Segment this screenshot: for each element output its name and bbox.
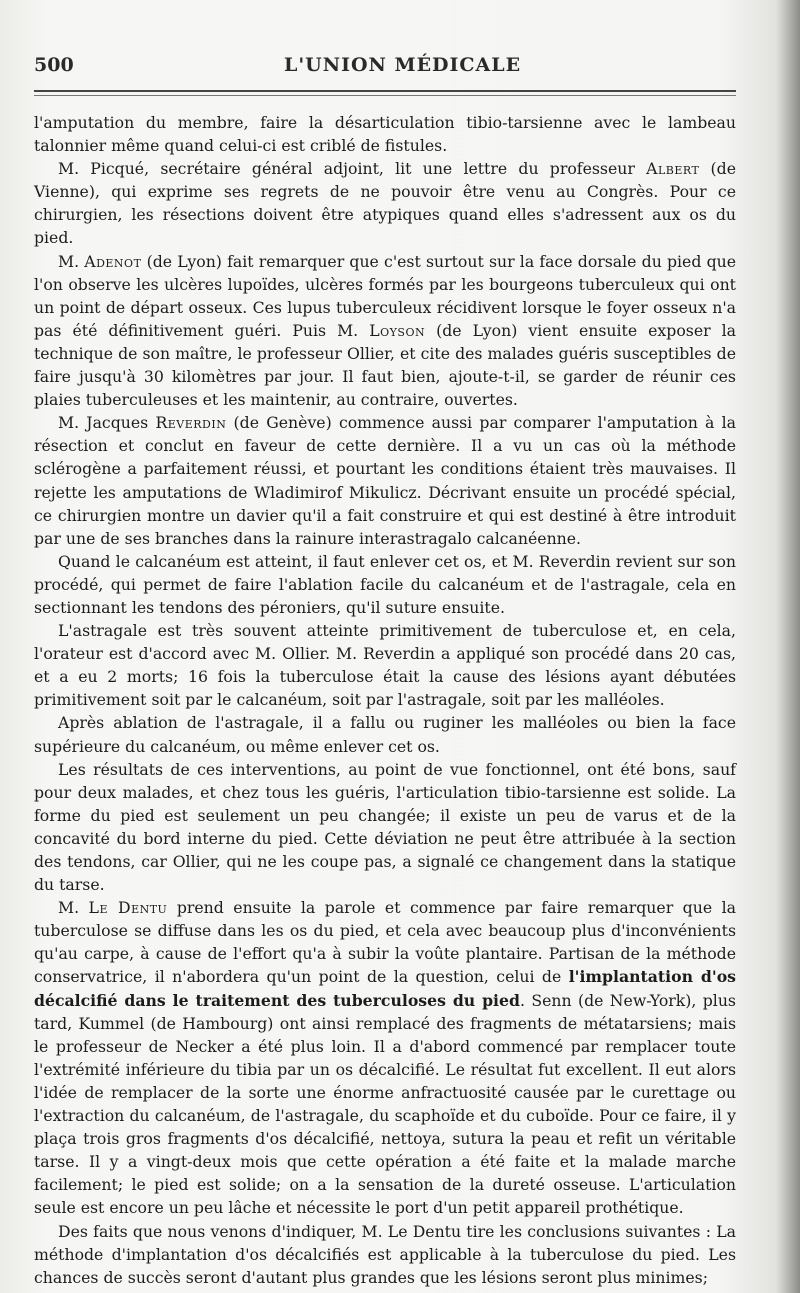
- speaker-name: Reverdin: [155, 413, 227, 433]
- article-body: [34, 111, 736, 1289]
- paragraph: l'amputation du membre, faire la désarticulation tibio-tarsienne avec le lambeau talonnier même quand celui-ci est criblé de fistules.: [34, 113, 736, 156]
- paragraph: M. Picqué, secrétaire général adjoint, lit une lettre du professeur Albert (de Vienne), qui exprime ses regrets de ne pouvoir être venu au Congrès. Pour ce chirurgien, les résections doivent être atypiques quand elles s'adressent aux os du pied.: [34, 159, 736, 248]
- page-header: [34, 54, 736, 84]
- paragraph: Après ablation de l'astragale, il a fallu ou ruginer les malléoles ou bien la face supérieure du calcanéum, ou même enlever cet os.: [34, 713, 736, 756]
- paragraph: M. Jacques Reverdin (de Genève) commence aussi par comparer l'amputation à la résection et conclut en faveur de cette dernière. Il a vu un cas où la méthode sclérogène a parfaitement réussi, et pourtant les conditions étaient très mauvaises. Il rejette les amputations de Wladimirof Mikulicz. Décrivant ensuite un procédé spécial, ce chirurgien montre un davier qu'il a fait construire et qui est destiné à être introduit par une de ses branches dans la rainure interastragalo calcanéenne.: [34, 413, 736, 548]
- paragraph: Quand le calcanéum est atteint, il faut enlever cet os, et M. Reverdin revient sur son procédé, qui permet de faire l'ablation facile du calcanéum et de l'astragale, cela en sectionnant les tendons des péroniers, qu'il suture ensuite.: [34, 551, 736, 617]
- paragraph: Les résultats de ces interventions, au point de vue fonctionnel, ont été bons, sauf pour deux malades, et chez tous les guéris, l'articulation tibio-tarsienne est solide. La forme du pied est seulement un peu changée; il existe un peu de varus et de la concavité du bord interne du pied. Cette déviation ne peut être attribuée à la section des tendons, car Ollier, qui ne les coupe pas, a signalé ce changement dans la statique du tarse.: [34, 759, 736, 895]
- header-rule: [34, 90, 736, 92]
- speaker-name: Adenot: [84, 251, 142, 271]
- paragraph: Des faits que nous venons d'indiquer, M. Le Dentu tire les conclusions suivantes : La méthode d'implantation d'os décalcifiés est applicable à la tuberculose du pied. Les chances de succès seront d'autant plus grandes que les lésions seront plus minimes;: [34, 1221, 736, 1287]
- running-title: L'UNION MÉDICALE: [284, 54, 522, 76]
- paragraph: M. Le Dentu prend ensuite la parole et commence par faire remarquer que la tuberculose se diffuse dans les os du pied, et cela avec beaucoup plus d'inconvénients qu'au carpe, à cause de l'effort qu'a à subir la voûte plantaire. Partisan de la méthode conservatrice, il n'abordera qu'un point de la question, celui de l'implantation d'os décalcifié dans le traitement des tuberculoses du pied. Senn (de New-York), plus tard, Kummel (de Hambourg) ont ainsi remplacé des fragments de métatarsiens; mais le professeur de Necker a été plus loin. Il a d'abord commencé par remplacer toute l'extrémité inférieure du tibia par un os décalcifié. Le résultat fut excellent. Il eut alors l'idée de remplacer de la sorte une énorme anfractuosité causée par le curettage ou l'extraction du calcanéum, de l'astragale, du scaphoïde et du cuboïde. Pour ce faire, il y plaça trois gros fragments d'os décalcifié, nettoya, sutura la peau et refit un véritable tarse. Il y a vingt-deux mois que cette opération a été faite et la malade marche facilement; le pied est solide; on a la sensation de la dureté osseuse. L'articulation seule est encore un peu lâche et nécessite le port d'un petit appareil prothétique.: [34, 898, 736, 1218]
- emphasis-text: l'implantation d'os décalcifié dans le traitement des tuberculoses du pied: [34, 967, 736, 1010]
- speaker-name: Loyson: [369, 320, 426, 340]
- speaker-name: Albert: [646, 159, 700, 179]
- header-rule-thin: [34, 95, 736, 96]
- paragraph: L'astragale est très souvent atteinte primitivement de tuberculose et, en cela, l'orateur est d'accord avec M. Ollier. M. Reverdin a appliqué son procédé dans 20 cas, et a eu 2 morts; 16 fois la tuberculose était la cause des lésions ayant débutées primitivement soit par le calcanéum, soit par l'astragale, soit par les malléoles.: [34, 621, 736, 710]
- page-number: 500: [34, 54, 74, 76]
- speaker-name: Le Dentu: [88, 898, 168, 918]
- paragraph: M. Adenot (de Lyon) fait remarquer que c'est surtout sur la face dorsale du pied que l'on observe les ulcères lupoïdes, ulcères formés par les bourgeons tuberculeux qui ont un point de départ osseux. Ces lupus tuberculeux récidivent lorsque le foyer osseux n'a pas été définitivement guéri. Puis M. Loyson (de Lyon) vient ensuite exposer la technique de son maître, le professeur Ollier, et cite des malades guéris susceptibles de faire jusqu'à 30 kilomètres par jour. Il faut bien, ajoute-t-il, se garder de réunir ces plaies tuberculeuses et les maintenir, au contraire, ouvertes.: [34, 251, 737, 410]
